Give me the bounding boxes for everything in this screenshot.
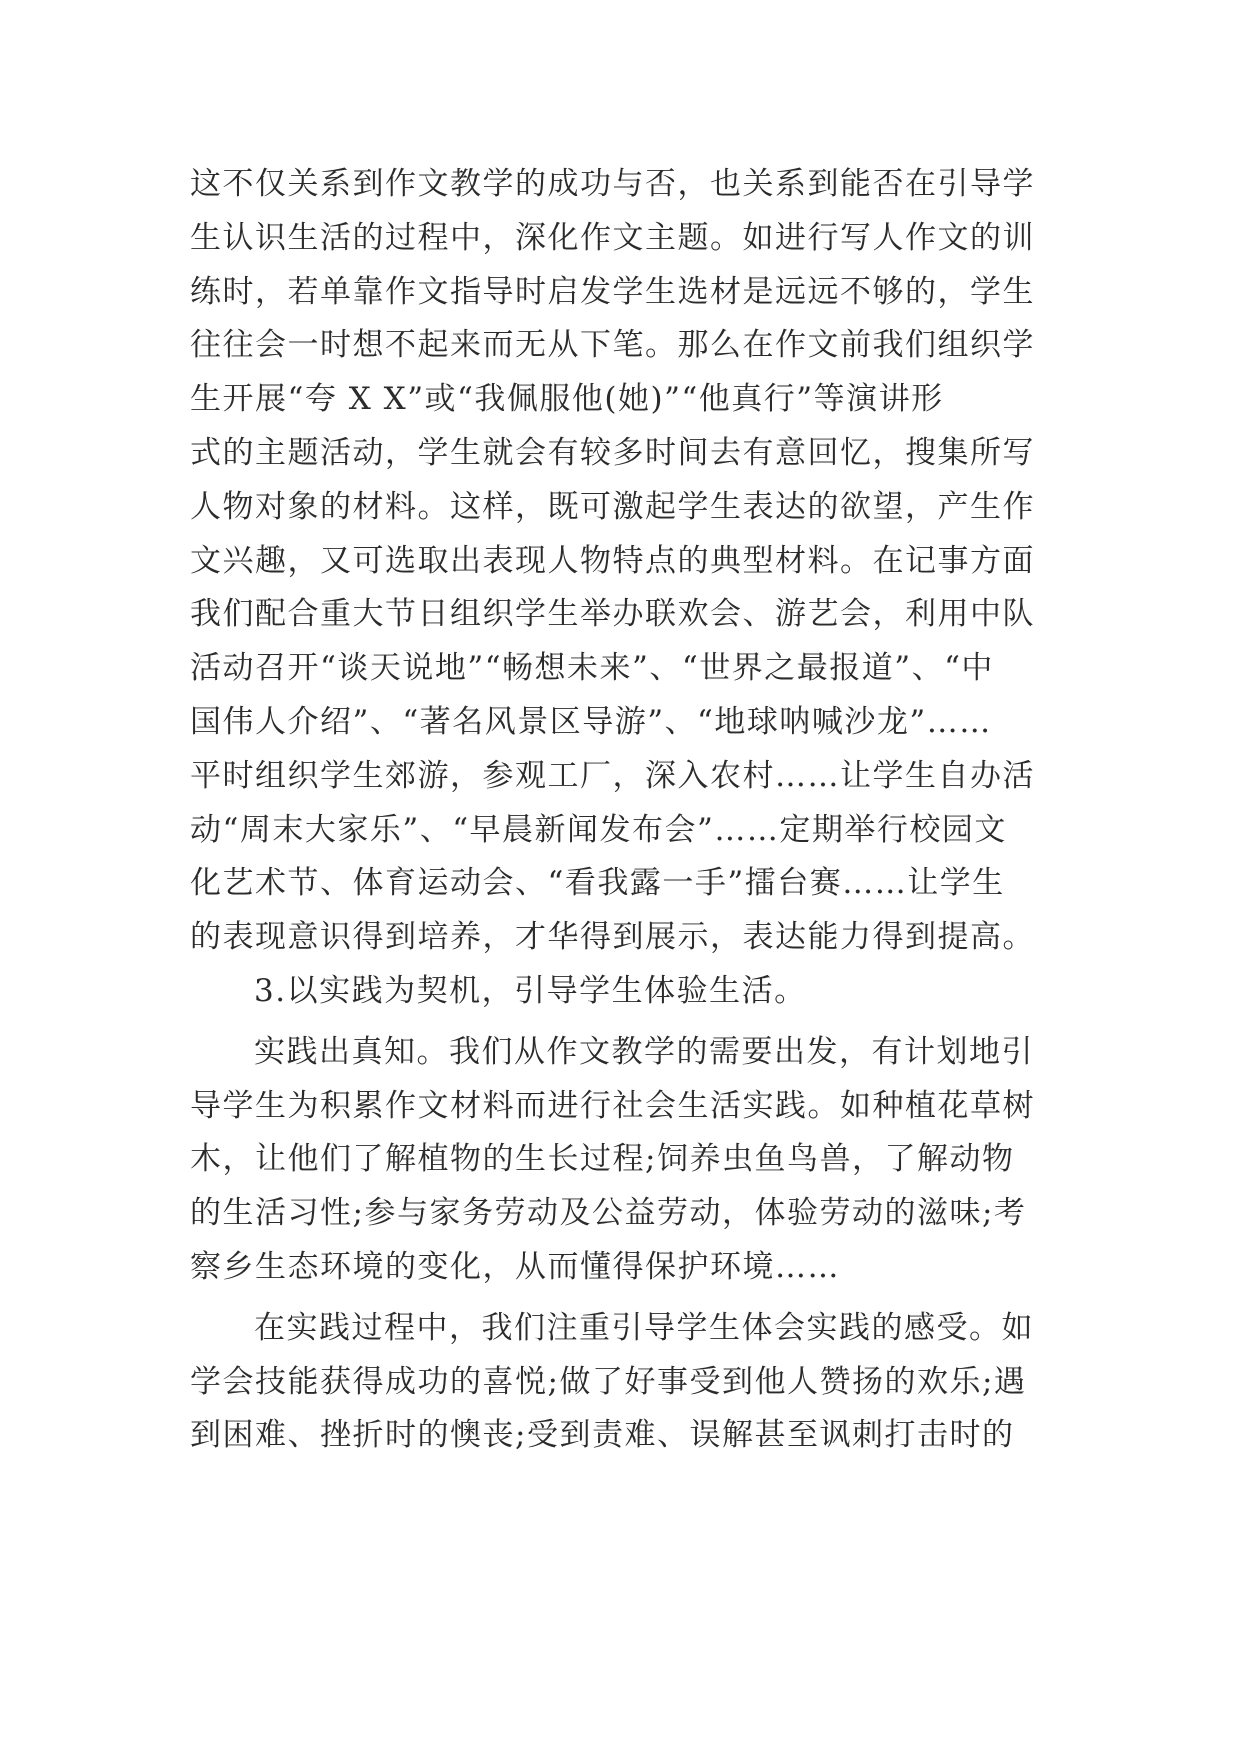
text-line: 木，让他们了解植物的生长过程;饲养虫鱼鸟兽，了解动物 <box>190 1141 1015 1178</box>
text-line: 这不仅关系到作文教学的成功与否，也关系到能否在引导学 <box>190 166 1035 202</box>
text-line: 学会技能获得成功的喜悦;做了好事受到他人赞扬的欢乐;遇 <box>190 1363 1027 1400</box>
text-line: 实践出真知。我们从作文教学的需要出发，有计划地引 <box>254 1033 1034 1070</box>
text-line: 在实践过程中，我们注重引导学生体会实践的感受。如 <box>254 1309 1034 1346</box>
text-line: 的生活习性;参与家务劳动及公益劳动，体验劳动的滋味;考 <box>190 1195 1027 1232</box>
text-line: 化艺术节、体育运动会、“看我露一手”擂台赛……让学生 <box>190 865 1005 902</box>
text-line: 到困难、挫折时的懊丧;受到责难、误解甚至讽刺打击时的 <box>190 1417 1015 1454</box>
text-line: 生开展“夸 X X”或“我佩服他(她)”“他真行”等演讲形 <box>190 381 944 418</box>
text-line: 国伟人介绍”、“著名风景区导游”、“地球呐喊沙龙”…… <box>190 703 992 740</box>
text-line: 练时，若单靠作文指导时启发学生选材是远远不够的，学生 <box>190 273 1035 310</box>
text-line: 我们配合重大节日组织学生举办联欢会、游艺会，利用中队 <box>190 596 1035 633</box>
body-text <box>190 158 1070 1463</box>
text-line: 的表现意识得到培养，才华得到展示，表达能力得到提高。 <box>190 919 1035 956</box>
text-line: 平时组织学生郊游，参观工厂，深入农村……让学生自办活 <box>190 757 1035 794</box>
text-line: 往往会一时想不起来而无从下笔。那么在作文前我们组织学 <box>190 327 1035 364</box>
section-heading: 3.以实践为契机，引导学生体验生活。 <box>254 972 807 1009</box>
text-line: 活动召开“谈天说地”“畅想未来”、“世界之最报道”、“中 <box>190 650 994 687</box>
text-line: 文兴趣，又可选取出表现人物特点的典型材料。在记事方面 <box>190 542 1035 579</box>
text-line: 生认识生活的过程中，深化作文主题。如进行写人作文的训 <box>190 219 1035 256</box>
text-line: 动“周末大家乐”、“早晨新闻发布会”……定期举行校园文 <box>190 811 1007 848</box>
text-line: 察乡生态环境的变化，从而懂得保护环境…… <box>190 1248 840 1285</box>
text-line: 导学生为积累作文材料而进行社会生活实践。如种植花草树 <box>190 1087 1035 1124</box>
text-line: 人物对象的材料。这样，既可激起学生表达的欲望，产生作 <box>190 488 1035 525</box>
text-line: 式的主题活动，学生就会有较多时间去有意回忆，搜集所写 <box>190 434 1035 471</box>
